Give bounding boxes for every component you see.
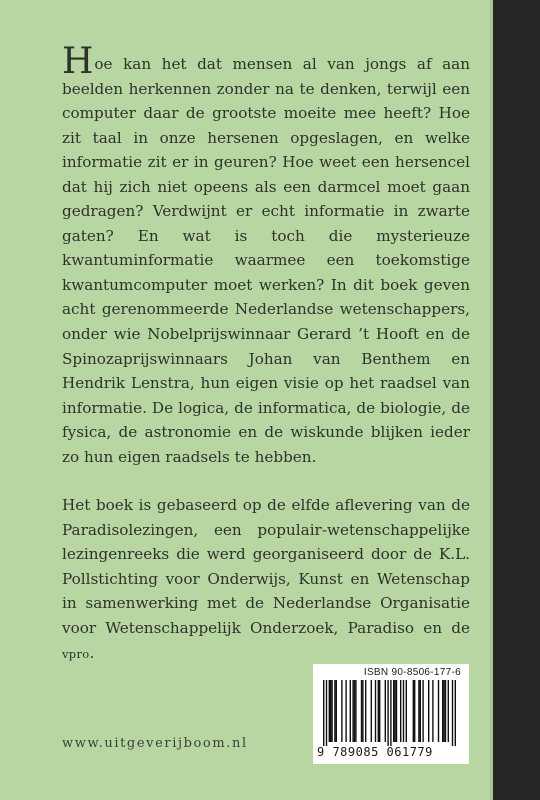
barcode-bar bbox=[432, 680, 433, 742]
barcode-bar bbox=[331, 680, 332, 742]
barcode-bar bbox=[326, 680, 327, 746]
barcode-bar bbox=[400, 680, 401, 742]
barcode-bar bbox=[379, 680, 380, 742]
barcode-bar bbox=[420, 680, 421, 742]
vpro-smallcaps: vpro bbox=[62, 646, 90, 661]
barcode-bar bbox=[443, 680, 444, 742]
blurb-paragraph-1 bbox=[62, 41, 470, 469]
barcode-box bbox=[313, 664, 469, 764]
barcode-bar bbox=[330, 680, 331, 742]
barcode-bar bbox=[406, 680, 407, 742]
barcode-bar bbox=[375, 680, 376, 742]
barcode-bar bbox=[418, 680, 419, 742]
barcode-bar bbox=[387, 680, 388, 746]
barcode-bar bbox=[355, 680, 356, 742]
barcode-bar bbox=[455, 680, 456, 746]
barcode-bar bbox=[354, 680, 355, 742]
barcode-bar bbox=[341, 680, 342, 742]
barcode-bar bbox=[345, 680, 346, 742]
barcode-bar bbox=[448, 680, 449, 742]
barcode-bar bbox=[393, 680, 394, 742]
blurb-paragraph-2-end: . bbox=[89, 643, 95, 662]
barcode-bar bbox=[442, 680, 443, 742]
barcode-bar bbox=[352, 680, 353, 742]
barcode-bar bbox=[365, 680, 366, 742]
barcode-bar bbox=[396, 680, 397, 742]
barcode-bar bbox=[361, 680, 362, 742]
isbn-label: ISBN 90-8506-177-6 bbox=[363, 667, 461, 678]
barcode-bar bbox=[385, 680, 386, 742]
barcode-bar bbox=[323, 680, 324, 746]
barcode-bar bbox=[329, 680, 330, 742]
barcode-bar bbox=[334, 680, 335, 742]
barcode-bar bbox=[452, 680, 453, 746]
blurb-paragraph-1-text: oe kan het dat mensen al van jongs af aan beelden herkennen zonder na te denken, terwijl een computer daar de grootste moeite mee heeft? Hoe zit taal in onze hersenen opgeslagen, en welke informatie zit er in geuren? Hoe weet een hersencel dat hij zich niet opeens als een darmcel moet gaan gedragen? Verdwijnt er echt informatie in zwarte gaten? En wat is toch die mysterieuze kwantuminformatie waarmee een toekomstige kwantumcomputer moet werken? In dit boek geven acht gerenommeerde Nederlandse wetenschappers, onder wie Nobelprijswinnaar Gerard ’t Hooft en de Spinozaprijswinnaars Johan van Benthem en Hendrik Lenstra, hun eigen visie op het raadsel van informatie. De logica, de informatica, de biologie, de fysica, de astronomie en de wiskunde blijken ieder zo hun eigen raadsels te hebben. bbox=[62, 55, 470, 466]
barcode-bar bbox=[428, 680, 429, 742]
barcode-bar bbox=[336, 680, 337, 742]
blurb-paragraph-2-text: Het boek is gebaseerd op de elfde aflevering van de Paradisolezingen, een populair-wetenschappelijke lezingenreeks die werd georganiseerd door de K.L. Pollstichting voor Onderwijs, Kunst en Wetenschap in samenwerking met de Nederlandse Organisatie voor Wetenschappelijk Onderzoek, Paradiso en de bbox=[62, 496, 470, 638]
spine-strip bbox=[493, 0, 540, 800]
barcode-bar bbox=[371, 680, 372, 742]
blurb-paragraph-2 bbox=[62, 493, 470, 666]
barcode-bar bbox=[414, 680, 415, 742]
ean-digits: 9 789085 061779 bbox=[317, 745, 433, 759]
barcode-bar bbox=[438, 680, 439, 742]
barcode-bar bbox=[394, 680, 395, 742]
barcode-bar bbox=[362, 680, 363, 742]
barcode-bar bbox=[378, 680, 379, 742]
drop-cap: H bbox=[62, 41, 94, 82]
barcode-bar bbox=[413, 680, 414, 742]
barcode-bar bbox=[422, 680, 423, 742]
barcode-bar bbox=[390, 680, 391, 746]
blurb-text bbox=[62, 41, 470, 666]
publisher-website: www.uitgeverijboom.nl bbox=[62, 736, 248, 751]
barcode-bar bbox=[445, 680, 446, 742]
barcode-bars bbox=[323, 680, 459, 746]
barcode-bar bbox=[403, 680, 404, 742]
barcode-bar bbox=[350, 680, 351, 742]
